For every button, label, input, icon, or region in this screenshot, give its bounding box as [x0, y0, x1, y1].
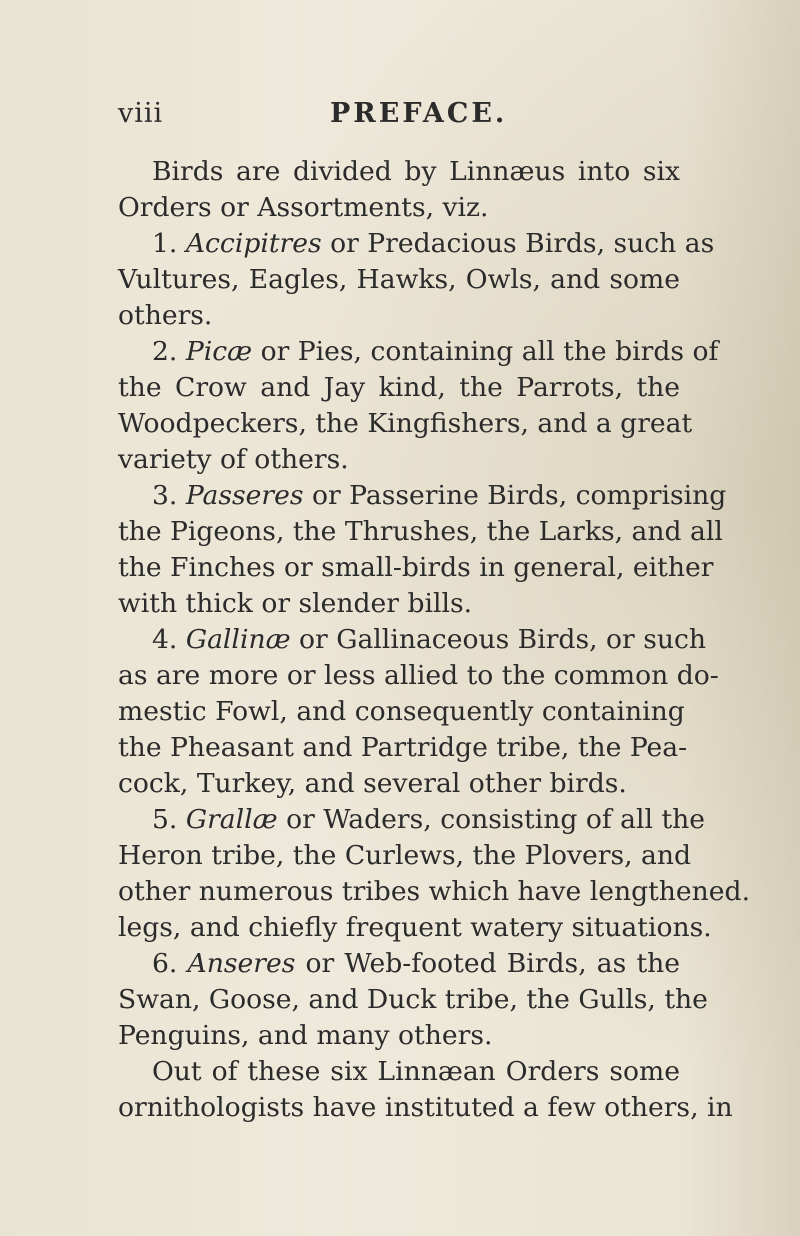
text-line: the Pheasant and Partridge tribe, the Pea- — [118, 732, 688, 763]
text-line: 2. Picæ or Pies, containing all the birds of — [152, 336, 719, 367]
order-name: Passeres — [185, 480, 304, 511]
text-line: the Pigeons, the Thrushes, the Larks, and all — [118, 516, 723, 547]
text-line: 4. Gallinæ or Gallinaceous Birds, or such — [152, 624, 706, 655]
text-line: ornithologists have instituted a few others, in — [118, 1092, 733, 1123]
text-line: the Finches or small-birds in general, either — [118, 552, 714, 583]
page-header — [118, 98, 678, 142]
running-title: PREFACE. — [330, 98, 508, 129]
text-line: Heron tribe, the Curlews, the Plovers, and — [118, 840, 692, 871]
text-line: mestic Fowl, and consequently containing — [118, 696, 685, 727]
order-name: Anseres — [187, 948, 296, 979]
text-line: 5. Grallæ or Waders, consisting of all the — [152, 804, 705, 835]
text-line: 6. Anseres or Web-footed Birds, as the — [152, 948, 681, 979]
body-text — [118, 154, 751, 1126]
text-line: Orders or Assortments, viz. — [118, 192, 489, 223]
order-name: Grallæ — [185, 804, 278, 835]
text-line: the Crow and Jay kind, the Parrots, the — [118, 372, 680, 403]
text-line: cock, Turkey, and several other birds. — [118, 768, 627, 799]
page-number: viii — [118, 98, 164, 129]
text-line: Penguins, and many others. — [118, 1020, 493, 1051]
order-name: Gallinæ — [185, 624, 291, 655]
text-line: Vultures, Eagles, Hawks, Owls, and some — [118, 264, 680, 295]
text-line: Out of these six Linnæan Orders some — [152, 1056, 680, 1087]
text-line: other numerous tribes which have lengthened. — [118, 876, 751, 907]
text-line: others. — [118, 300, 213, 331]
text-line: Swan, Goose, and Duck tribe, the Gulls, the — [118, 984, 708, 1015]
text-line: 3. Passeres or Passerine Birds, comprising — [152, 480, 727, 511]
text-line: as are more or less allied to the common do- — [118, 660, 719, 691]
text-line: 1. Accipitres or Predacious Birds, such as — [152, 228, 715, 259]
text-line: legs, and chiefly frequent watery situations. — [118, 912, 712, 943]
order-name: Picæ — [185, 336, 253, 367]
text-line: variety of others. — [118, 444, 349, 475]
text-line: Birds are divided by Linnæus into six — [152, 156, 680, 187]
text-line: Woodpeckers, the Kingfishers, and a great — [118, 408, 693, 439]
order-name: Accipitres — [185, 228, 322, 259]
text-line: with thick or slender bills. — [118, 588, 473, 619]
